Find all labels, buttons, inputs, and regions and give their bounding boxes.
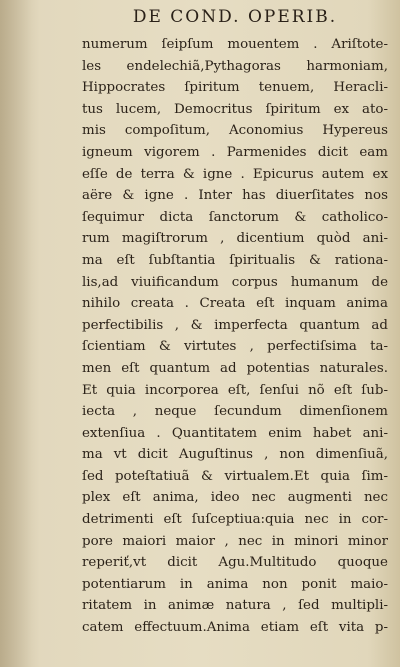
text-line: pore maiori maior , nec in minori minor [82,533,388,549]
body-text [82,34,388,639]
text-line: ſed poteſtatiuã & virtualem.Et quia ſim- [82,468,388,484]
gutter-shadow [0,0,40,667]
text-line: numerum ſeipſum mouentem . Ariſtote- [82,37,388,52]
text-line: iecta , neque ſecundum dimenſionem [82,404,388,420]
text-line: perfectibilis , & imperfecta quantum ad [82,317,388,333]
text-line: ſcientiam & virtutes , perfectiſsima ta- [82,339,388,355]
text-line: mis compoſitum, Aconomius Hypereus [82,123,388,139]
text-line: Et quia incorporea eſt, ſenſui nõ eſt ſub- [82,382,388,398]
text-line: men eſt quantum ad potentias naturales. [82,360,388,376]
text-line: lis,ad viuificandum corpus humanum de [82,274,388,290]
running-head: DE COND. OPERIB. [132,7,338,27]
text-line: reperiť,vt dicit Agu.Multitudo quoque [82,555,388,571]
text-line: ſequimur dicta ſanctorum & catholico- [82,209,388,225]
text-line: catem effectuum.Anima etiam eſt vita p- [82,620,388,636]
text-line: potentiarum in anima non ponit maio- [82,576,388,592]
text-line: les endelechiã,Pythagoras harmoniam, [82,58,388,74]
text-line: ma eſt ſubſtantia ſpiritualis & rationa- [82,252,388,268]
text-line: plex eſt anima, ideo nec augmenti nec [82,490,388,506]
text-line: nihilo creata . Creata eſt inquam anima [82,296,388,312]
text-line: rum magiſtrorum , dicentium quòd ani- [82,231,388,247]
text-line: ritatem in animæ natura , ſed multipli- [82,598,388,614]
text-line: aëre & igne . Inter has diuerſitates nos [82,188,388,204]
text-line: eſſe de terra & igne . Epicurus autem ex [82,166,388,182]
text-line: detrimenti eſt ſuſceptiua:quia nec in cor- [82,512,388,528]
text-line: tus lucem, Democritus ſpiritum ex ato- [82,101,388,117]
text-line: extenſiua . Quantitatem enim habet ani- [82,425,388,441]
text-line: ma vt dicit Auguſtinus , non dimenſiuã, [82,447,388,463]
text-block [82,0,388,639]
text-line: Hippocrates ſpiritum tenuem, Heracli- [82,80,388,96]
text-line: igneum vigorem . Parmenides dicit eam [82,144,388,160]
